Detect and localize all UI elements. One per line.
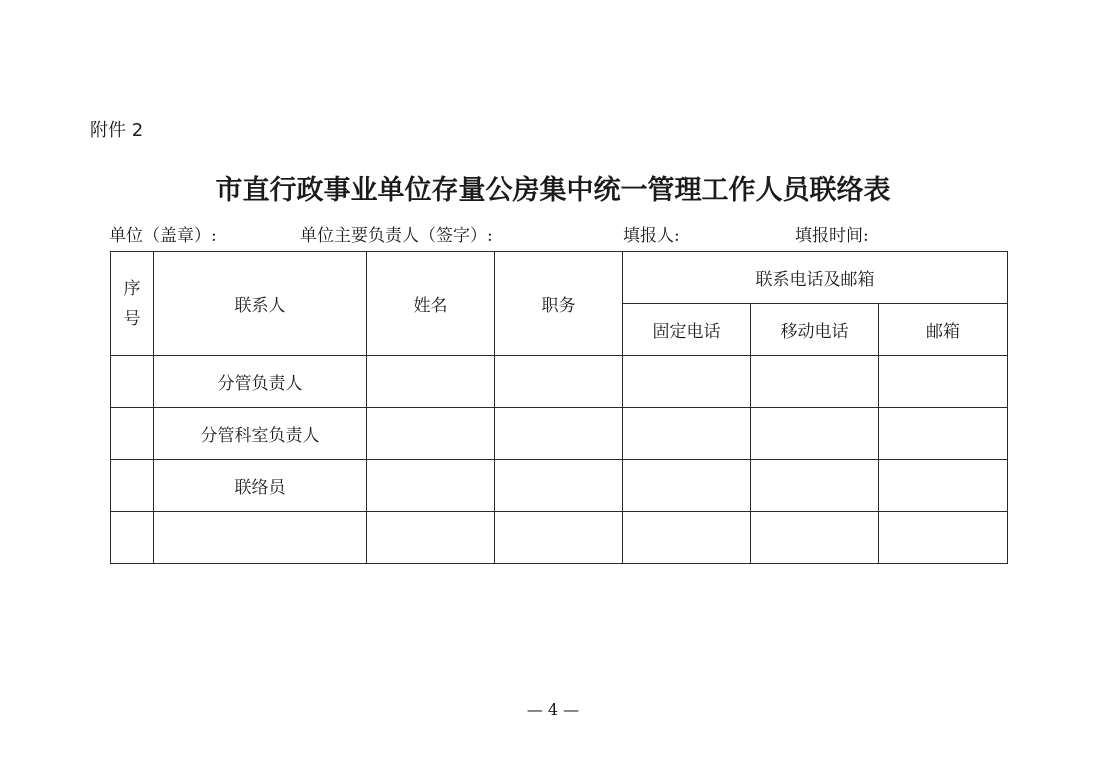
header-row [111,252,1008,304]
role-cell: 分管负责人 [154,356,367,408]
filler-label: 填报人: [623,226,680,246]
contact-group-header: 联系电话及邮箱 [623,252,1008,304]
email-cell[interactable] [879,408,1008,460]
email-cell[interactable] [879,512,1008,564]
mobile-cell[interactable] [751,408,879,460]
mobile-cell[interactable] [751,512,879,564]
mobile-header: 移动电话 [751,304,879,356]
position-cell[interactable] [495,460,623,512]
seq-header-line1: 序 [123,278,141,299]
name-header: 姓名 [367,252,495,356]
role-cell[interactable] [154,512,367,564]
position-cell[interactable] [495,356,623,408]
position-cell[interactable] [495,408,623,460]
position-header: 职务 [495,252,623,356]
position-cell[interactable] [495,512,623,564]
contact-header: 联系人 [154,252,367,356]
table-row [111,512,1008,564]
seq-header [111,252,154,356]
fill-date-label: 填报时间: [795,226,869,246]
document-title: 市直行政事业单位存量公房集中统一管理工作人员联络表 [215,175,891,206]
email-cell[interactable] [879,460,1008,512]
landline-cell[interactable] [623,356,751,408]
name-cell[interactable] [367,512,495,564]
role-cell: 联络员 [154,460,367,512]
attachment-label: 附件 2 [90,120,144,141]
unit-seal-label: 单位（盖章）: [109,226,217,246]
seq-cell[interactable] [111,512,154,564]
landline-cell[interactable] [623,512,751,564]
mobile-cell[interactable] [751,460,879,512]
email-header: 邮箱 [879,304,1008,356]
email-cell[interactable] [879,356,1008,408]
role-cell: 分管科室负责人 [154,408,367,460]
landline-header: 固定电话 [623,304,751,356]
landline-cell[interactable] [623,460,751,512]
name-cell[interactable] [367,460,495,512]
name-cell[interactable] [367,408,495,460]
page-number: — 4 — [526,700,580,719]
table-row [111,460,1008,512]
table-row [111,408,1008,460]
leader-signature-label: 单位主要负责人（签字）: [300,226,493,246]
seq-cell[interactable] [111,408,154,460]
mobile-cell[interactable] [751,356,879,408]
seq-cell[interactable] [111,356,154,408]
seq-header-line2: 号 [123,308,141,329]
landline-cell[interactable] [623,408,751,460]
seq-cell[interactable] [111,460,154,512]
name-cell[interactable] [367,356,495,408]
table-row [111,356,1008,408]
contact-table [110,251,1008,564]
